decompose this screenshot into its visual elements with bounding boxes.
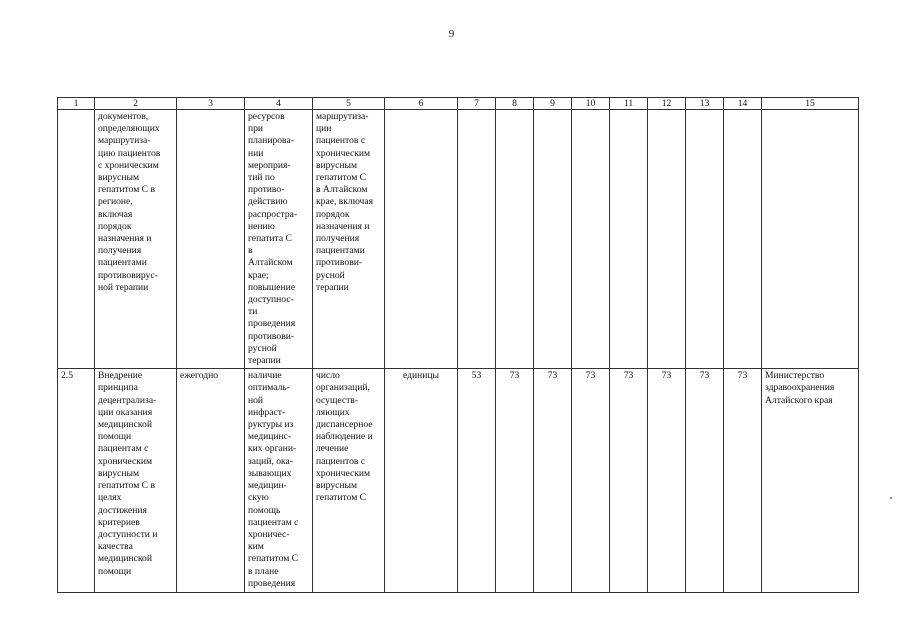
cell-indicator: маршрутиза- ции пациентов с хроническим вирусным гепатитом С в Алтайском крае, включая порядок назначения и получения пациентами противови- русной терапии [313, 110, 385, 369]
cell-value: 73 [496, 369, 534, 593]
cell-value [686, 110, 724, 369]
column-header: 13 [686, 98, 724, 110]
header-row [58, 98, 859, 110]
cell-value [648, 110, 686, 369]
table-row [58, 110, 859, 369]
cell-value [572, 110, 610, 369]
column-header: 5 [313, 98, 385, 110]
cell-value [534, 110, 572, 369]
cell-indicator: число организаций, осуществ- ляющих диспансерное наблюдение и лечение пациентов с хроническим вирусным гепатитом С [313, 369, 385, 593]
cell-activity: Внедрение принципа децентрализа- ции оказания медицинской помощи пациентам с хроническим вирусным гепатитом С в целях достижения критериев доступности и качества медицинской помощи [95, 369, 177, 593]
program-table [57, 97, 859, 593]
cell-value [610, 110, 648, 369]
cell-responsible [762, 110, 859, 369]
column-header: 11 [610, 98, 648, 110]
cell-deadline [177, 110, 245, 369]
page-number: 9 [448, 28, 455, 40]
cell-value: 53 [458, 369, 496, 593]
cell-value [724, 110, 762, 369]
scan-speck [890, 497, 892, 499]
column-header: 3 [177, 98, 245, 110]
cell-unit: единицы [385, 369, 458, 593]
table-row [58, 369, 859, 593]
cell-value: 73 [572, 369, 610, 593]
column-header: 8 [496, 98, 534, 110]
cell-number [58, 110, 95, 369]
cell-responsible: Министерство здравоохранения Алтайского края [762, 369, 859, 593]
column-header: 2 [95, 98, 177, 110]
cell-value: 73 [610, 369, 648, 593]
column-header: 15 [762, 98, 859, 110]
column-header: 1 [58, 98, 95, 110]
column-header: 4 [245, 98, 313, 110]
cell-value [496, 110, 534, 369]
cell-value: 73 [534, 369, 572, 593]
cell-value: 73 [686, 369, 724, 593]
cell-unit [385, 110, 458, 369]
cell-value: 73 [724, 369, 762, 593]
column-header: 14 [724, 98, 762, 110]
cell-value [458, 110, 496, 369]
column-header: 12 [648, 98, 686, 110]
column-header: 7 [458, 98, 496, 110]
cell-activity: документов, определяющих маршрутиза- цию пациентов с хроническим вирусным гепатитом С в регионе, включая порядок назначения и получения пациентами противовирус- ной терапии [95, 110, 177, 369]
cell-expected-result: наличие оптималь- ной инфраст- руктуры из медицинс- ких органи- заций, ока- зывающих медицин- скую помощь пациентам с хроничес- ким гепатитом С в плане проведения [245, 369, 313, 593]
cell-expected-result: ресурсов при планирова- нии мероприя- тий по противо- действию распростра- нению гепатита С в Алтайском крае; повышение доступнос- ти проведения противови- русной терапии [245, 110, 313, 369]
column-header: 10 [572, 98, 610, 110]
column-header: 6 [385, 98, 458, 110]
cell-deadline: ежегодно [177, 369, 245, 593]
cell-value: 73 [648, 369, 686, 593]
cell-number: 2.5 [58, 369, 95, 593]
column-header: 9 [534, 98, 572, 110]
